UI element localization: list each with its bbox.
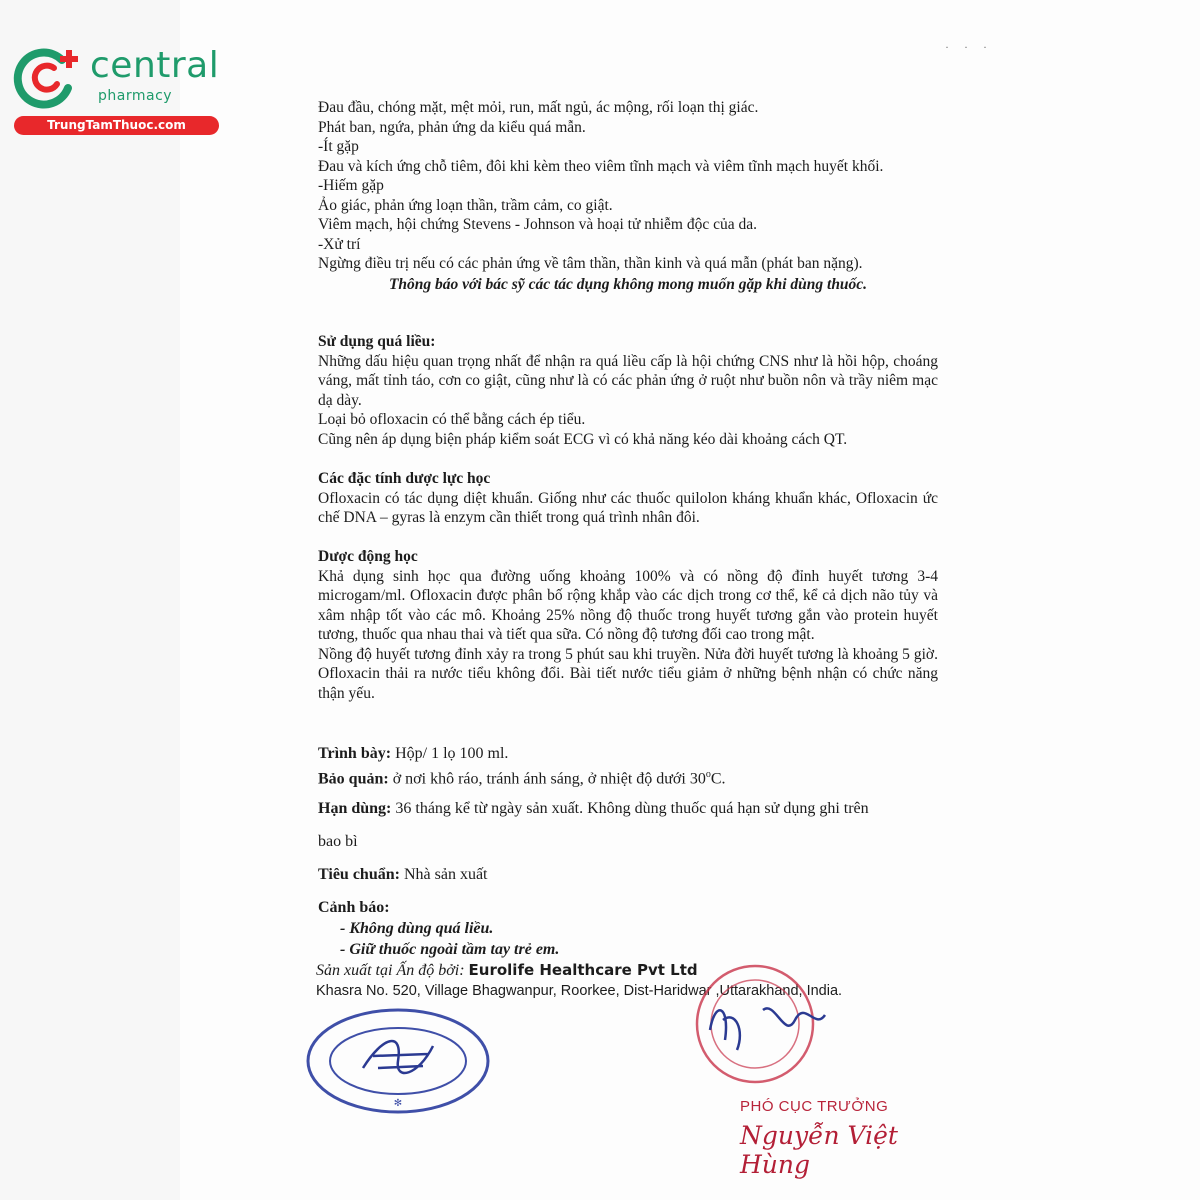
storage-label: Bảo quản: bbox=[318, 770, 389, 788]
central-pharmacy-logo bbox=[10, 38, 220, 138]
overdose-paragraph: Những dấu hiệu quan trọng nhất để nhận ra quá liều cấp là hội chứng CNS như là hồi hộp, choáng váng, mất tỉnh táo, cơn co giật, cũng như là có các phản ứng ở ruột như buồn nôn và trầy niêm mạc dạ dày. bbox=[318, 352, 938, 409]
shelf-life-value-cont: bao bì bbox=[318, 833, 358, 851]
manufacturer-name: Eurolife Healthcare Pvt Ltd bbox=[468, 961, 698, 980]
official-stamp-seal bbox=[675, 960, 845, 1090]
shelf-life-label: Hạn dùng: bbox=[318, 800, 392, 818]
standard-value: Nhà sản xuất bbox=[399, 866, 488, 884]
official-stamp bbox=[675, 960, 845, 1095]
warning-item: - Không dùng quá liều. bbox=[340, 920, 494, 938]
pharmacodynamics-heading: Các đặc tính dược lực học bbox=[318, 470, 491, 487]
side-effect-subheading: -Ít gặp bbox=[318, 138, 359, 155]
presentation-value: Hộp/ 1 lọ 100 ml. bbox=[391, 745, 509, 762]
side-effect-line: Ngừng điều trị nếu có các phản ứng về tâm thần, thần kinh và quá mẫn (phát ban nặng). bbox=[318, 255, 863, 272]
pharmacy-cross-icon bbox=[10, 38, 90, 118]
side-effect-line: Phát ban, ngứa, phản ứng da kiểu quá mẫn. bbox=[318, 118, 586, 136]
shelf-life-value: 36 tháng kể từ ngày sản xuất. Không dùng thuốc quá hạn sử dụng ghi trên bbox=[391, 800, 869, 818]
overdose-section bbox=[318, 332, 938, 449]
storage-value: ở nơi khô ráo, tránh ánh sáng, ở nhiệt độ dưới 30 bbox=[388, 770, 706, 788]
signatory-name: Nguyễn Việt Hùng bbox=[740, 1121, 898, 1179]
side-effects-section bbox=[318, 98, 938, 294]
logo-tagline: pharmacy bbox=[98, 88, 173, 104]
warning-item: - Giữ thuốc ngoài tầm tay trẻ em. bbox=[340, 941, 560, 959]
pharmacokinetics-section bbox=[318, 547, 938, 703]
side-effect-subheading: -Xử trí bbox=[318, 235, 361, 253]
product-info-section bbox=[318, 743, 938, 1002]
presentation-label: Trình bày: bbox=[318, 745, 392, 762]
company-stamp-seal bbox=[303, 1006, 493, 1116]
manufacturer-prefix: Sản xuất tại Ấn độ bởi: bbox=[316, 962, 469, 980]
overdose-line: Loại bỏ ofloxacin có thể bằng cách ép tiểu. bbox=[318, 411, 586, 428]
storage-unit: C. bbox=[710, 770, 726, 788]
signatory-title: PHÓ CỤC TRƯỞNG bbox=[740, 1098, 889, 1115]
side-effect-line: Đau và kích ứng chỗ tiêm, đôi khi kèm theo viêm tĩnh mạch và viêm tĩnh mạch huyết khối. bbox=[318, 157, 884, 175]
company-stamp bbox=[303, 1006, 493, 1121]
svg-text:✻: ✻ bbox=[393, 1098, 403, 1109]
manufacturer-address: Khasra No. 520, Village Bhagwanpur, Roorkee, Dist-Haridwar ,Uttarakhand, India. bbox=[316, 983, 843, 1000]
side-effect-line: Ảo giác, phản ứng loạn thần, trầm cảm, co giật. bbox=[318, 196, 613, 214]
pharmacokinetics-paragraph: Khả dụng sinh học qua đường uống khoảng 100% và có nồng độ đỉnh huyết tương 3-4 microgam/ml. Ofloxacin được phân bố rộng khắp vào các dịch trong cơ thể, kể cả dịch não tủy và xâm nhập tốt vào các mô. Khoảng 25% nồng độ thuốc trong huyết tương gắn vào protein huyết tương, thuốc qua nhau thai và tiết qua sữa. Có nồng độ tương đối cao trong mật. bbox=[318, 567, 938, 643]
side-effect-line: Viêm mạch, hội chứng Stevens - Johnson và hoại tử nhiễm độc của da. bbox=[318, 216, 758, 233]
logo-site-url: TrungTamThuoc.com bbox=[14, 116, 219, 135]
side-effect-subheading: -Hiếm gặp bbox=[318, 177, 384, 194]
overdose-line: Cũng nên áp dụng biện pháp kiểm soát ECG vì có khả năng kéo dài khoảng cách QT. bbox=[318, 430, 848, 448]
pharmacodynamics-paragraph: Ofloxacin có tác dụng diệt khuẩn. Giống như các thuốc quilolon kháng khuẩn khác, Ofloxacin ức chế DNA – gyras là enzym cần thiết trong quá trình nhân đôi. bbox=[318, 489, 938, 526]
degree-sup: o bbox=[705, 769, 711, 780]
scan-mark: · · · bbox=[945, 40, 993, 54]
side-effect-notice: Thông báo với bác sỹ các tác dụng không mong muốn gặp khi dùng thuốc. bbox=[388, 275, 868, 293]
signature-block bbox=[740, 1098, 960, 1179]
standard-label: Tiêu chuẩn: bbox=[318, 866, 400, 884]
pharmacokinetics-paragraph: Nồng độ huyết tương đỉnh xảy ra trong 5 phút sau khi truyền. Nửa đời huyết tương là khoảng 5 giờ. Ofloxacin thải ra nước tiểu không đổi. Bài tiết nước tiểu giảm ở những bệnh nhận có chức năng thận yếu. bbox=[318, 645, 938, 702]
logo-wordmark: central bbox=[90, 45, 220, 86]
pharmacodynamics-section bbox=[318, 469, 938, 528]
pharmacokinetics-heading: Dược động học bbox=[318, 548, 418, 565]
overdose-heading: Sử dụng quá liều: bbox=[318, 333, 436, 350]
warning-heading: Cảnh báo: bbox=[318, 899, 390, 917]
side-effect-line: Đau đầu, chóng mặt, mệt mỏi, run, mất ngủ, ác mộng, rối loạn thị giác. bbox=[318, 99, 759, 116]
